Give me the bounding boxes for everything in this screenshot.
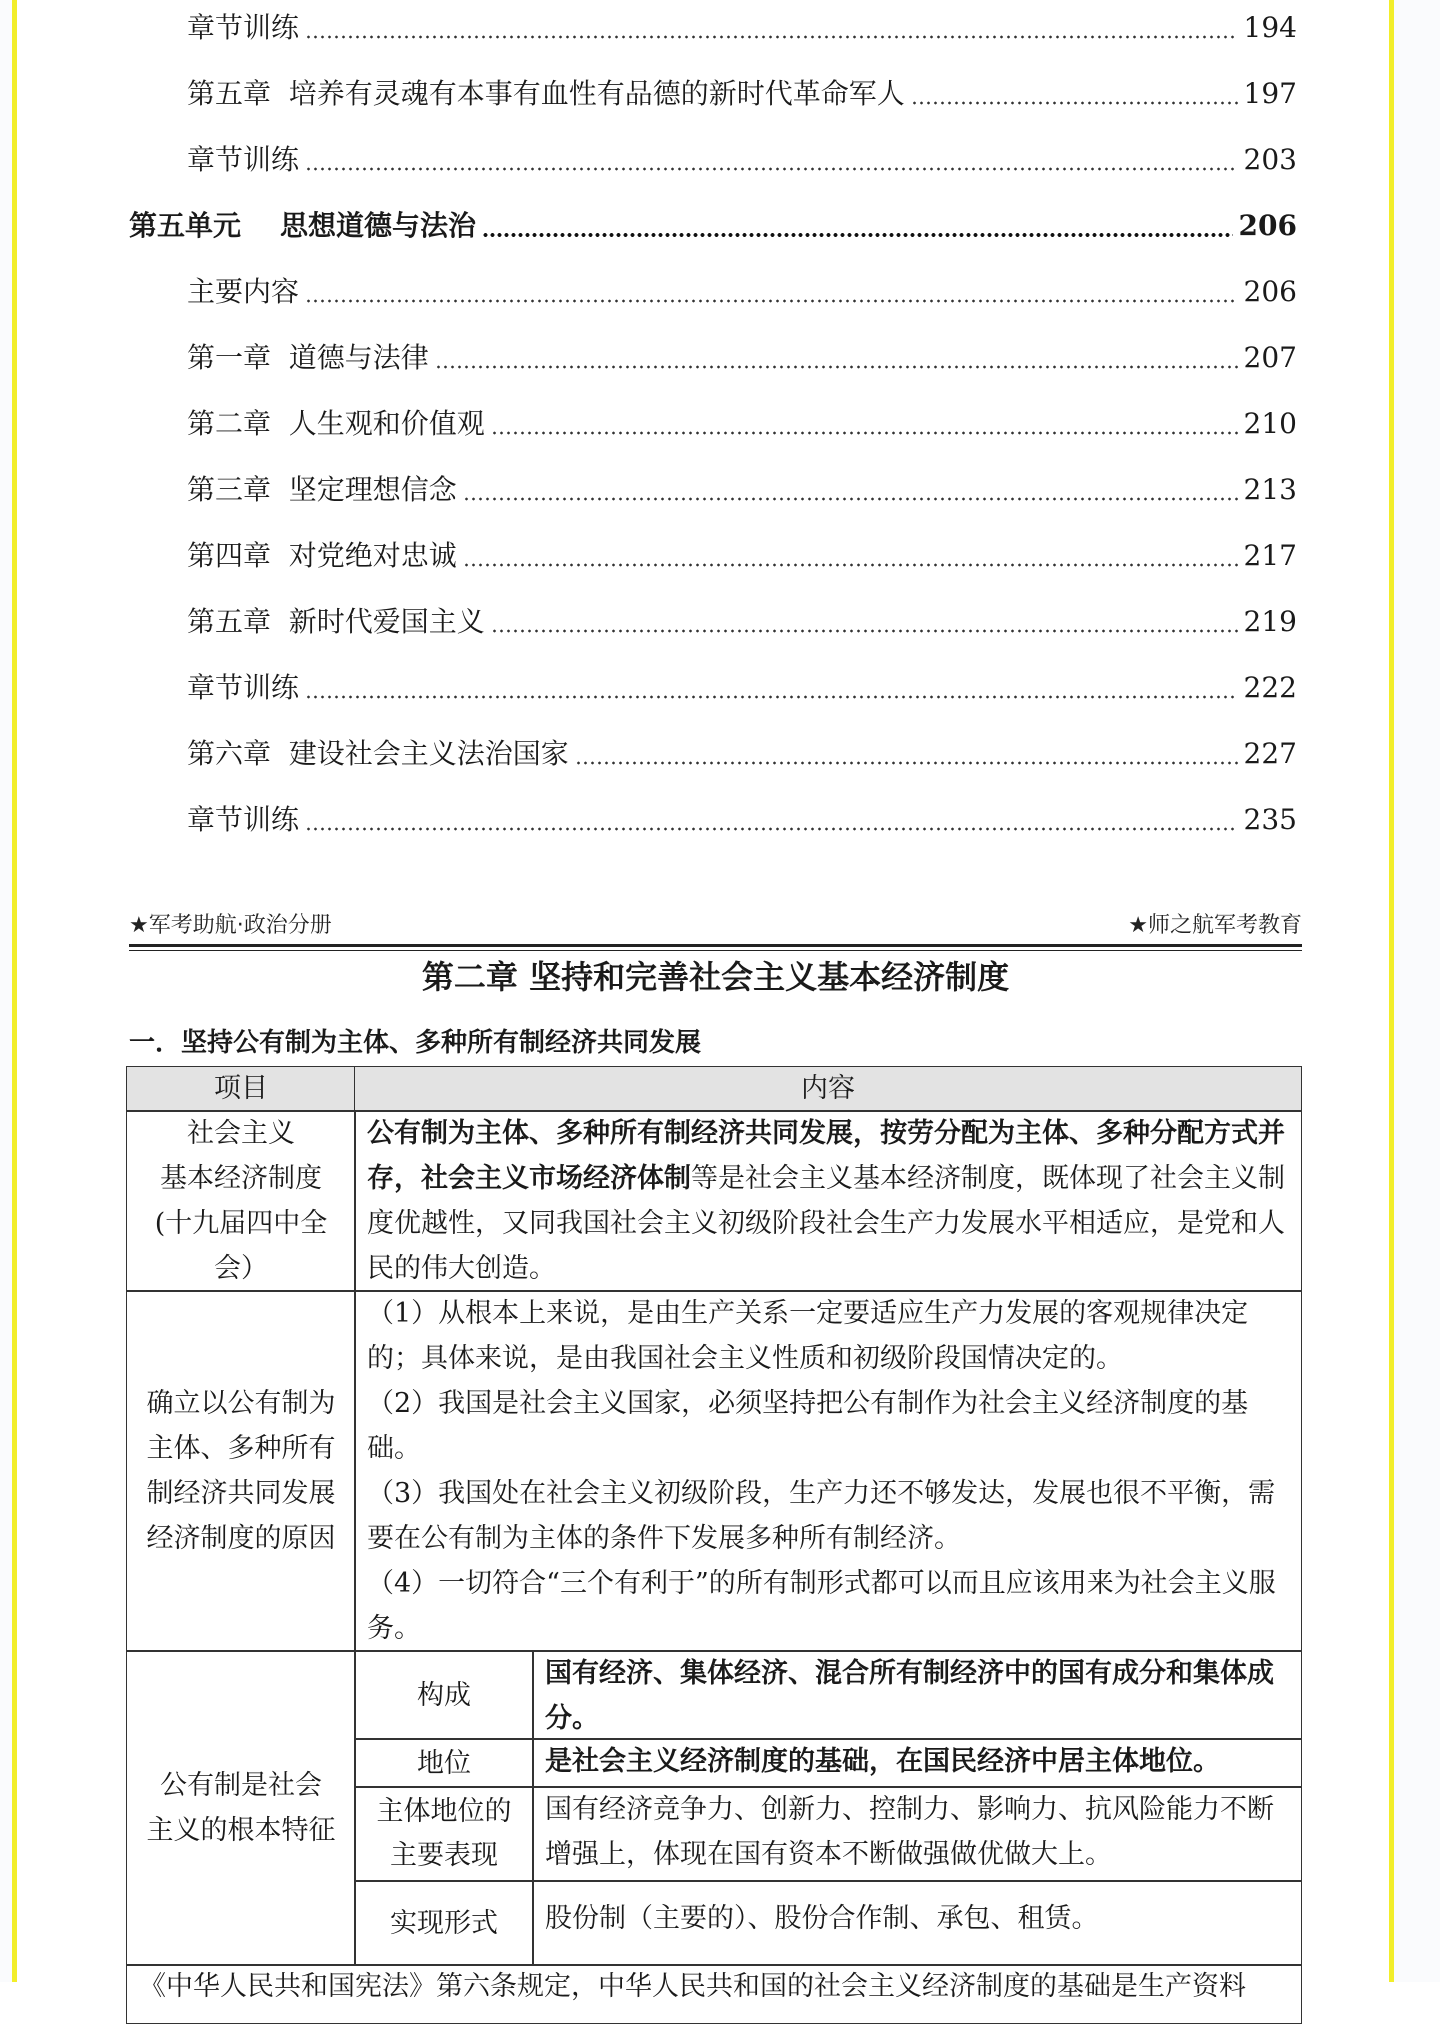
- toc-title: 第五章 新时代爱国主义: [187, 605, 485, 638]
- sub-key-text: 实现形式: [390, 1907, 498, 1939]
- toc-leader: [491, 431, 1238, 435]
- toc-title: 第二章 人生观和价值观: [187, 407, 485, 440]
- label-line: (十九届四中全: [154, 1208, 328, 1239]
- sub-value: 是社会主义经济制度的基础，在国民经济中居主体地位。: [532, 1738, 1302, 1788]
- label-line: 经济制度的原因: [146, 1523, 336, 1554]
- toc-page: 197: [1243, 77, 1297, 110]
- table-header-content: 内容: [354, 1066, 1302, 1112]
- toc-page: 206: [1243, 275, 1297, 308]
- toc-item[interactable]: [187, 602, 1297, 642]
- toc-item[interactable]: [187, 734, 1297, 774]
- sub-key-text: 地位: [417, 1747, 471, 1779]
- toc-page: 206: [1238, 209, 1297, 242]
- table-row-label: [126, 1290, 356, 1652]
- toc-item[interactable]: [187, 404, 1297, 444]
- toc-item[interactable]: [187, 140, 1297, 180]
- toc-item[interactable]: [187, 536, 1297, 576]
- label-line: 制经济共同发展: [146, 1478, 336, 1509]
- toc-leader: [305, 695, 1238, 699]
- reason-point: （3）我国处在社会主义初级阶段，生产力还不够发达，发展也很不平衡，需要在公有制为主体的条件下发展多种所有制经济。: [367, 1478, 1276, 1554]
- sub-key-text: 构成: [417, 1679, 471, 1711]
- label-line: 主体、多种所有: [146, 1433, 336, 1464]
- page-margin-right: [1394, 0, 1440, 1982]
- running-header-left: ★军考助航·政治分册: [129, 913, 332, 938]
- label-line: 公有制是社会: [160, 1770, 322, 1801]
- toc-title: 第三章 坚定理想信念: [187, 473, 457, 506]
- toc-unit-item[interactable]: [129, 206, 1297, 246]
- sub-key-text: 主要表现: [390, 1840, 498, 1871]
- body-text: 等是社会主义基本经济制度，既体现了社会主义制度优越性，又同我国社会主义初级阶段社会生产力发展水平相适应，是党和人民的伟大创造。: [367, 1163, 1285, 1284]
- toc-page: 235: [1243, 803, 1297, 836]
- bold-text: 公有制为主体、多种所有制经济共同发展，按劳分配为主体、多种分配方式并存，社会主义市场经济体制: [367, 1118, 1285, 1194]
- sub-value: 国有经济、集体经济、混合所有制经济中的国有成分和集体成分。: [532, 1650, 1302, 1740]
- chapter-title: 第二章 坚持和完善社会主义基本经济制度: [421, 958, 1010, 996]
- toc-item[interactable]: [187, 74, 1297, 114]
- toc-item[interactable]: [187, 800, 1297, 840]
- sub-value: 国有经济竞争力、创新力、控制力、影响力、抗风险能力不断增强上，体现在国有资本不断做强做优做大上。: [532, 1786, 1302, 1882]
- toc-page: 217: [1243, 539, 1297, 572]
- toc-item[interactable]: [187, 668, 1297, 708]
- header-rule-thin: [129, 950, 1302, 951]
- label-line: 会）: [214, 1253, 268, 1284]
- toc-title: 第六章 建设社会主义法治国家: [187, 737, 569, 770]
- sub-key: [354, 1738, 534, 1788]
- sub-value: 股份制（主要的）、股份合作制、承包、租赁。: [532, 1880, 1302, 1966]
- toc-title: 主要内容: [187, 275, 300, 308]
- table-row-label: [126, 1110, 356, 1292]
- toc-title: 第一章 道德与法律: [187, 341, 429, 374]
- reason-point: （4）一切符合“三个有利于”的所有制形式都可以而且应该用来为社会主义服务。: [367, 1568, 1276, 1644]
- page-margin-left: [0, 0, 12, 1982]
- toc-title: 第四章 对党绝对忠诚: [187, 539, 457, 572]
- toc-leader: [305, 35, 1238, 39]
- toc-page: 213: [1243, 473, 1297, 506]
- toc-page: 194: [1243, 11, 1297, 44]
- toc-leader: [911, 101, 1238, 105]
- sub-key-text: 主体地位的: [376, 1796, 512, 1827]
- header-rule-thick: [129, 944, 1302, 947]
- toc-leader: [305, 167, 1238, 171]
- toc-title: 章节训练: [187, 671, 300, 704]
- reason-point: （1）从根本上来说，是由生产关系一定要适应生产力发展的客观规律决定的；具体来说，是由我国社会主义性质和初级阶段国情决定的。: [367, 1298, 1249, 1374]
- toc-leader: [305, 299, 1238, 303]
- toc-title: 第五单元 思想道德与法治: [129, 209, 476, 242]
- toc-page: 222: [1243, 671, 1297, 704]
- yellow-border-right: [1389, 0, 1394, 1982]
- label-line: 主义的根本特征: [146, 1815, 336, 1846]
- table-row-content: [354, 1290, 1302, 1652]
- toc-title: 章节训练: [187, 143, 300, 176]
- toc-item[interactable]: [187, 8, 1297, 48]
- toc-title: 第五章 培养有灵魂有本事有血性有品德的新时代革命军人: [187, 77, 905, 110]
- sub-key: [354, 1786, 534, 1882]
- toc-title: 章节训练: [187, 803, 300, 836]
- toc-leader: [482, 233, 1233, 237]
- sub-key: [354, 1880, 534, 1966]
- toc-leader: [435, 365, 1238, 369]
- toc-page: 210: [1243, 407, 1297, 440]
- label-line: 确立以公有制为: [146, 1388, 336, 1419]
- sub-key: [354, 1650, 534, 1740]
- toc-leader: [491, 629, 1238, 633]
- toc-page: 203: [1243, 143, 1297, 176]
- table-header-item: 项目: [126, 1066, 356, 1112]
- toc-title: 章节训练: [187, 11, 300, 44]
- toc-item[interactable]: [187, 338, 1297, 378]
- toc-page: 207: [1243, 341, 1297, 374]
- toc-item[interactable]: [187, 470, 1297, 510]
- toc-leader: [575, 761, 1238, 765]
- table-row-full: 《中华人民共和国宪法》第六条规定，中华人民共和国的社会主义经济制度的基础是生产资料: [126, 1964, 1302, 2024]
- section-heading: 一．坚持公有制为主体、多种所有制经济共同发展: [129, 1028, 702, 1058]
- label-line: 社会主义: [187, 1118, 295, 1149]
- toc-item[interactable]: [187, 272, 1297, 312]
- yellow-border-left: [12, 0, 17, 1982]
- table-row-label: [126, 1650, 356, 1966]
- toc-leader: [463, 563, 1238, 567]
- running-header-right: ★师之航军考教育: [1128, 913, 1302, 938]
- reason-point: （2）我国是社会主义国家，必须坚持把公有制作为社会主义经济制度的基础。: [367, 1388, 1249, 1464]
- toc-leader: [463, 497, 1238, 501]
- toc-page: 227: [1243, 737, 1297, 770]
- table-row-content: [354, 1110, 1302, 1292]
- toc-page: 219: [1243, 605, 1297, 638]
- toc-leader: [305, 827, 1238, 831]
- label-line: 基本经济制度: [160, 1163, 322, 1194]
